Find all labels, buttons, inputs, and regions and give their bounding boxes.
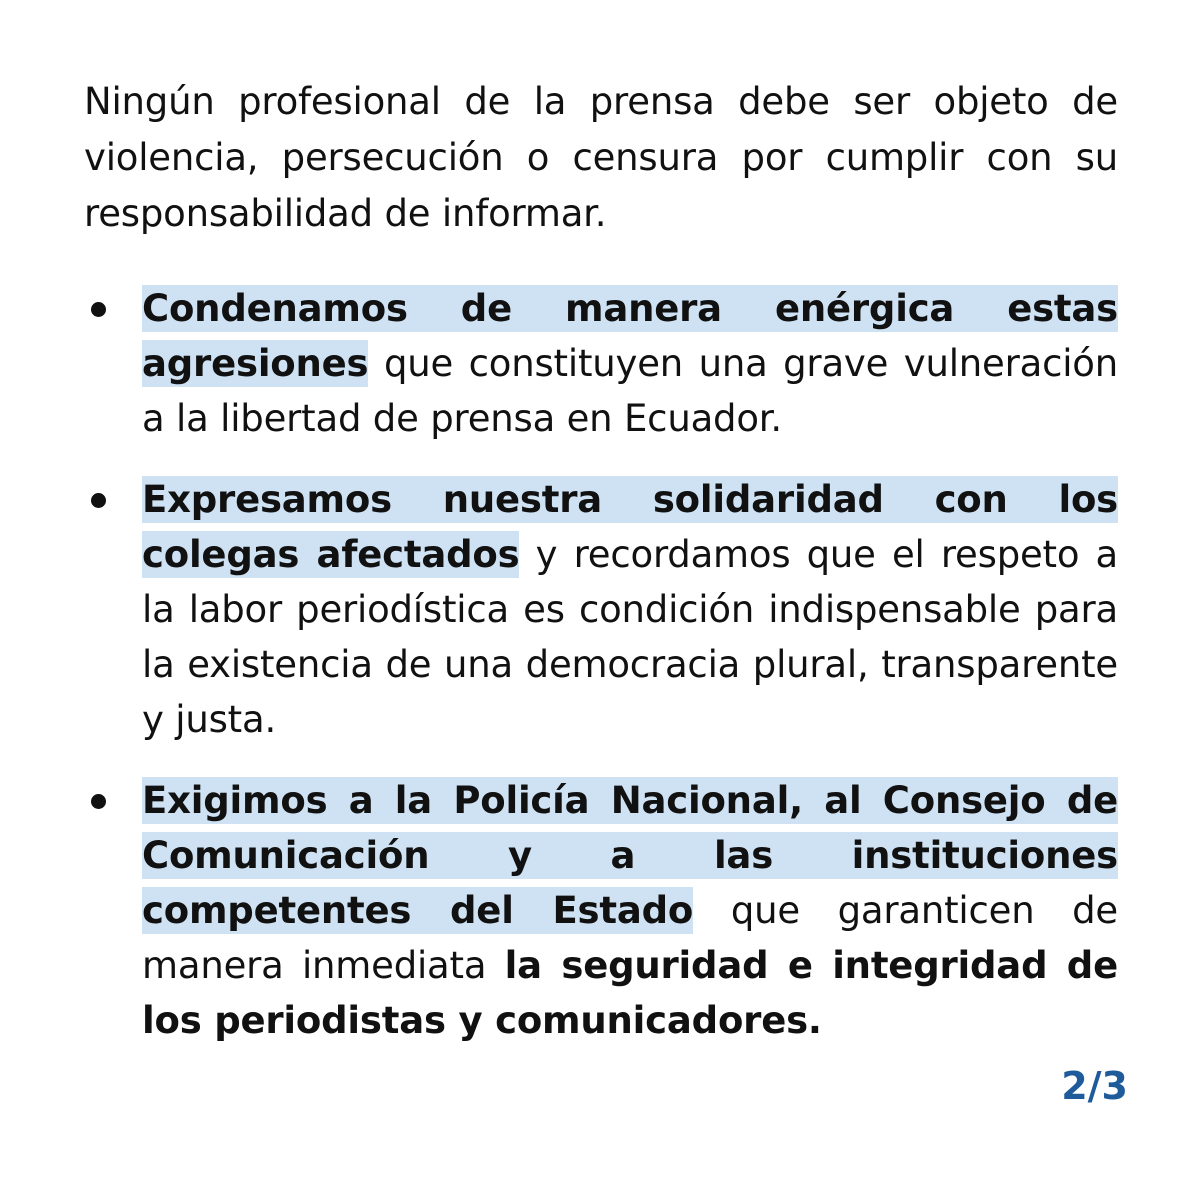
intro-paragraph: Ningún profesional de la prensa debe ser objeto de violencia, persecución o censura por cumplir con su responsabilidad de informar. — [84, 80, 1118, 235]
statement-text: que constituyen una grave vulneración a la libertad de prensa en Ecuador. — [142, 342, 1118, 440]
page-number: 2/3 — [1061, 1064, 1128, 1108]
statement-item-demand — [84, 773, 1118, 1048]
statement-bold-ending: la seguridad e integridad de los periodistas y comunicadores. — [142, 944, 1118, 1042]
bullet-dot-icon — [91, 302, 106, 317]
statement-item-condemn — [84, 281, 1118, 446]
statement-list — [84, 281, 1118, 1048]
statement-text: que garanticen de manera inmediata — [142, 889, 1118, 987]
statement-highlight: Expresamos nuestra solidaridad con los colegas afectados — [142, 478, 1118, 576]
bullet-dot-icon — [91, 493, 106, 508]
bullet-dot-icon — [91, 794, 106, 809]
statement-text: y recordamos que el respeto a la labor periodística es condición indispensable para la existencia de una democracia plural, transparente y justa. — [142, 533, 1118, 741]
statement-highlight: Exigimos a la Policía Nacional, al Consejo de Comunicación y a las instituciones competentes del Estado — [142, 779, 1118, 932]
statement-item-solidarity — [84, 472, 1118, 747]
statement-highlight: Condenamos de manera enérgica estas agresiones — [142, 287, 1118, 385]
